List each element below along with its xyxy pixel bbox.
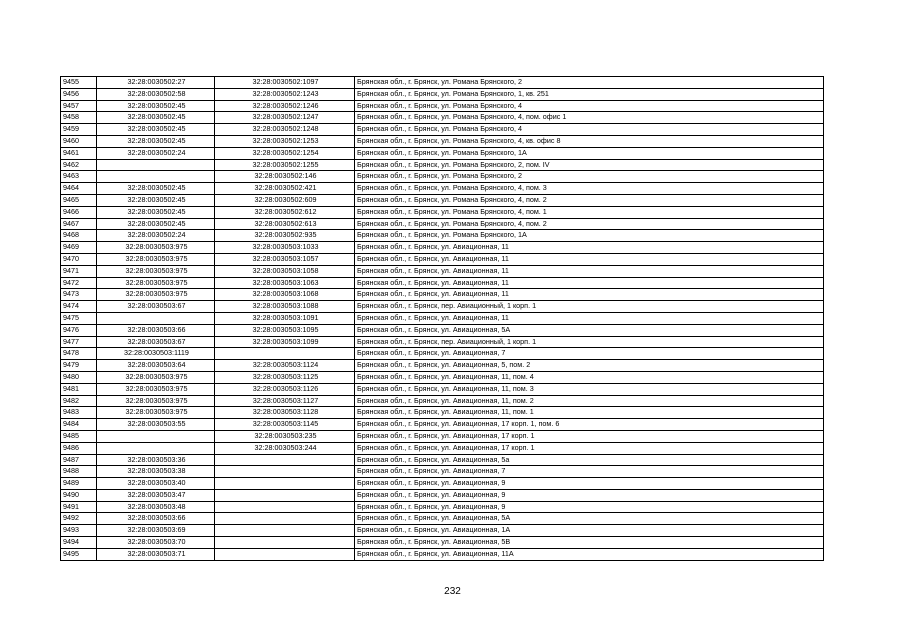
parent-cadastral-number-cell: 32:28:0030503:36 xyxy=(97,454,215,466)
cadastral-number-cell: 32:28:0030502:146 xyxy=(215,171,355,183)
parent-cadastral-number-cell: 32:28:0030502:45 xyxy=(97,112,215,124)
table-row xyxy=(61,360,824,372)
row-number-cell: 9465 xyxy=(61,194,97,206)
address-cell: Брянская обл., г. Брянск, ул. Романа Брянского, 2, пом. IV xyxy=(355,159,824,171)
cadastral-number-cell: 32:28:0030502:1243 xyxy=(215,88,355,100)
address-cell: Брянская обл., г. Брянск, ул. Авиационная, 17 корп. 1, пом. 6 xyxy=(355,419,824,431)
row-number-cell: 9461 xyxy=(61,147,97,159)
parent-cadastral-number-cell: 32:28:0030503:975 xyxy=(97,242,215,254)
parent-cadastral-number-cell: 32:28:0030503:69 xyxy=(97,525,215,537)
cadastral-number-cell: 32:28:0030503:1145 xyxy=(215,419,355,431)
parent-cadastral-number-cell: 32:28:0030503:975 xyxy=(97,407,215,419)
table-row xyxy=(61,147,824,159)
parent-cadastral-number-cell: 32:28:0030503:975 xyxy=(97,277,215,289)
row-number-cell: 9488 xyxy=(61,466,97,478)
parent-cadastral-number-cell: 32:28:0030503:1119 xyxy=(97,348,215,360)
address-cell: Брянская обл., г. Брянск, ул. Авиационная, 5а xyxy=(355,454,824,466)
cadastral-number-cell: 32:28:0030503:1095 xyxy=(215,324,355,336)
registry-table-body xyxy=(61,77,824,561)
parent-cadastral-number-cell xyxy=(97,442,215,454)
cadastral-number-cell xyxy=(215,454,355,466)
table-row xyxy=(61,265,824,277)
address-cell: Брянская обл., г. Брянск, ул. Авиационная, 7 xyxy=(355,348,824,360)
cadastral-number-cell xyxy=(215,466,355,478)
table-row xyxy=(61,478,824,490)
address-cell: Брянская обл., г. Брянск, ул. Авиационная, 9 xyxy=(355,501,824,513)
address-cell: Брянская обл., г. Брянск, ул. Авиационная, 11А xyxy=(355,548,824,560)
address-cell: Брянская обл., г. Брянск, ул. Авиационная, 5А xyxy=(355,513,824,525)
cadastral-number-cell: 32:28:0030503:1063 xyxy=(215,277,355,289)
parent-cadastral-number-cell: 32:28:0030502:45 xyxy=(97,183,215,195)
table-row xyxy=(61,348,824,360)
table-row xyxy=(61,501,824,513)
address-cell: Брянская обл., г. Брянск, ул. Авиационная, 5В xyxy=(355,537,824,549)
address-cell: Брянская обл., г. Брянск, ул. Авиационная, 11 xyxy=(355,312,824,324)
cadastral-number-cell xyxy=(215,478,355,490)
cadastral-number-cell: 32:28:0030502:935 xyxy=(215,230,355,242)
row-number-cell: 9467 xyxy=(61,218,97,230)
property-registry-table xyxy=(60,76,824,561)
cadastral-number-cell: 32:28:0030503:1033 xyxy=(215,242,355,254)
parent-cadastral-number-cell: 32:28:0030503:40 xyxy=(97,478,215,490)
row-number-cell: 9478 xyxy=(61,348,97,360)
cadastral-number-cell: 32:28:0030503:235 xyxy=(215,430,355,442)
parent-cadastral-number-cell: 32:28:0030502:45 xyxy=(97,194,215,206)
table-row xyxy=(61,430,824,442)
parent-cadastral-number-cell: 32:28:0030503:55 xyxy=(97,419,215,431)
table-row xyxy=(61,112,824,124)
row-number-cell: 9480 xyxy=(61,371,97,383)
row-number-cell: 9456 xyxy=(61,88,97,100)
address-cell: Брянская обл., г. Брянск, пер. Авиационный, 1 корп. 1 xyxy=(355,336,824,348)
address-cell: Брянская обл., г. Брянск, ул. Романа Брянского, 4, кв. офис 8 xyxy=(355,135,824,147)
address-cell: Брянская обл., г. Брянск, ул. Авиационная, 11, пом. 1 xyxy=(355,407,824,419)
address-cell: Брянская обл., г. Брянск, ул. Авиационная, 9 xyxy=(355,478,824,490)
cadastral-number-cell: 32:28:0030503:1128 xyxy=(215,407,355,419)
parent-cadastral-number-cell: 32:28:0030503:975 xyxy=(97,289,215,301)
address-cell: Брянская обл., г. Брянск, ул. Авиационная, 9 xyxy=(355,489,824,501)
table-row xyxy=(61,537,824,549)
cadastral-number-cell: 32:28:0030503:1126 xyxy=(215,383,355,395)
address-cell: Брянская обл., г. Брянск, ул. Романа Брянского, 4, пом. 2 xyxy=(355,194,824,206)
cadastral-number-cell xyxy=(215,489,355,501)
address-cell: Брянская обл., г. Брянск, ул. Авиационная, 11 xyxy=(355,242,824,254)
parent-cadastral-number-cell: 32:28:0030503:67 xyxy=(97,301,215,313)
table-row xyxy=(61,135,824,147)
address-cell: Брянская обл., г. Брянск, ул. Романа Брянского, 4, пом. 2 xyxy=(355,218,824,230)
cadastral-number-cell: 32:28:0030502:613 xyxy=(215,218,355,230)
table-row xyxy=(61,100,824,112)
table-row xyxy=(61,395,824,407)
row-number-cell: 9464 xyxy=(61,183,97,195)
parent-cadastral-number-cell: 32:28:0030503:66 xyxy=(97,324,215,336)
parent-cadastral-number-cell xyxy=(97,430,215,442)
cadastral-number-cell: 32:28:0030502:1253 xyxy=(215,135,355,147)
cadastral-number-cell: 32:28:0030503:1058 xyxy=(215,265,355,277)
address-cell: Брянская обл., г. Брянск, ул. Романа Брянского, 4, пом. офис 1 xyxy=(355,112,824,124)
row-number-cell: 9493 xyxy=(61,525,97,537)
cadastral-number-cell xyxy=(215,537,355,549)
row-number-cell: 9484 xyxy=(61,419,97,431)
row-number-cell: 9459 xyxy=(61,124,97,136)
table-row xyxy=(61,454,824,466)
cadastral-number-cell xyxy=(215,501,355,513)
cadastral-number-cell: 32:28:0030502:421 xyxy=(215,183,355,195)
row-number-cell: 9476 xyxy=(61,324,97,336)
row-number-cell: 9473 xyxy=(61,289,97,301)
address-cell: Брянская обл., г. Брянск, ул. Авиационная, 5, пом. 2 xyxy=(355,360,824,372)
address-cell: Брянская обл., г. Брянск, ул. Авиационная, 7 xyxy=(355,466,824,478)
parent-cadastral-number-cell: 32:28:0030503:47 xyxy=(97,489,215,501)
parent-cadastral-number-cell: 32:28:0030503:975 xyxy=(97,383,215,395)
cadastral-number-cell: 32:28:0030502:1247 xyxy=(215,112,355,124)
cadastral-number-cell xyxy=(215,525,355,537)
row-number-cell: 9492 xyxy=(61,513,97,525)
address-cell: Брянская обл., г. Брянск, ул. Авиационная, 11 xyxy=(355,277,824,289)
address-cell: Брянская обл., г. Брянск, ул. Романа Брянского, 4, пом. 1 xyxy=(355,206,824,218)
parent-cadastral-number-cell xyxy=(97,312,215,324)
parent-cadastral-number-cell: 32:28:0030503:975 xyxy=(97,395,215,407)
table-row xyxy=(61,324,824,336)
cadastral-number-cell: 32:28:0030503:1127 xyxy=(215,395,355,407)
table-row xyxy=(61,407,824,419)
cadastral-number-cell: 32:28:0030503:1068 xyxy=(215,289,355,301)
table-row xyxy=(61,88,824,100)
row-number-cell: 9463 xyxy=(61,171,97,183)
table-row xyxy=(61,253,824,265)
row-number-cell: 9491 xyxy=(61,501,97,513)
table-row xyxy=(61,194,824,206)
cadastral-number-cell: 32:28:0030503:1057 xyxy=(215,253,355,265)
parent-cadastral-number-cell: 32:28:0030502:24 xyxy=(97,230,215,242)
table-row xyxy=(61,336,824,348)
page-number: 232 xyxy=(444,586,461,597)
row-number-cell: 9462 xyxy=(61,159,97,171)
row-number-cell: 9495 xyxy=(61,548,97,560)
row-number-cell: 9490 xyxy=(61,489,97,501)
table-row xyxy=(61,525,824,537)
parent-cadastral-number-cell: 32:28:0030503:48 xyxy=(97,501,215,513)
parent-cadastral-number-cell: 32:28:0030502:45 xyxy=(97,206,215,218)
row-number-cell: 9486 xyxy=(61,442,97,454)
row-number-cell: 9482 xyxy=(61,395,97,407)
address-cell: Брянская обл., г. Брянск, ул. Романа Брянского, 4 xyxy=(355,124,824,136)
table-row xyxy=(61,548,824,560)
cadastral-number-cell: 32:28:0030503:1099 xyxy=(215,336,355,348)
parent-cadastral-number-cell: 32:28:0030502:45 xyxy=(97,124,215,136)
address-cell: Брянская обл., г. Брянск, ул. Романа Брянского, 1, кв. 251 xyxy=(355,88,824,100)
table-row xyxy=(61,277,824,289)
address-cell: Брянская обл., г. Брянск, пер. Авиационный, 1 корп. 1 xyxy=(355,301,824,313)
cadastral-number-cell: 32:28:0030502:1255 xyxy=(215,159,355,171)
address-cell: Брянская обл., г. Брянск, ул. Романа Брянского, 4, пом. 3 xyxy=(355,183,824,195)
cadastral-number-cell: 32:28:0030503:1125 xyxy=(215,371,355,383)
parent-cadastral-number-cell: 32:28:0030502:24 xyxy=(97,147,215,159)
cadastral-number-cell xyxy=(215,513,355,525)
row-number-cell: 9494 xyxy=(61,537,97,549)
parent-cadastral-number-cell: 32:28:0030503:975 xyxy=(97,253,215,265)
cadastral-number-cell: 32:28:0030502:612 xyxy=(215,206,355,218)
row-number-cell: 9455 xyxy=(61,77,97,89)
address-cell: Брянская обл., г. Брянск, ул. Авиационная, 1А xyxy=(355,525,824,537)
parent-cadastral-number-cell: 32:28:0030503:71 xyxy=(97,548,215,560)
row-number-cell: 9458 xyxy=(61,112,97,124)
cadastral-number-cell: 32:28:0030502:609 xyxy=(215,194,355,206)
address-cell: Брянская обл., г. Брянск, ул. Романа Брянского, 1А xyxy=(355,147,824,159)
row-number-cell: 9483 xyxy=(61,407,97,419)
table-row xyxy=(61,383,824,395)
table-row xyxy=(61,171,824,183)
table-row xyxy=(61,206,824,218)
table-row xyxy=(61,77,824,89)
address-cell: Брянская обл., г. Брянск, ул. Романа Брянского, 2 xyxy=(355,77,824,89)
table-row xyxy=(61,242,824,254)
parent-cadastral-number-cell: 32:28:0030502:58 xyxy=(97,88,215,100)
cadastral-number-cell: 32:28:0030503:1124 xyxy=(215,360,355,372)
parent-cadastral-number-cell: 32:28:0030503:67 xyxy=(97,336,215,348)
row-number-cell: 9468 xyxy=(61,230,97,242)
cadastral-number-cell: 32:28:0030503:1091 xyxy=(215,312,355,324)
cadastral-number-cell: 32:28:0030502:1254 xyxy=(215,147,355,159)
parent-cadastral-number-cell: 32:28:0030503:66 xyxy=(97,513,215,525)
address-cell: Брянская обл., г. Брянск, ул. Авиационная, 11, пом. 2 xyxy=(355,395,824,407)
address-cell: Брянская обл., г. Брянск, ул. Романа Брянского, 1А xyxy=(355,230,824,242)
row-number-cell: 9477 xyxy=(61,336,97,348)
parent-cadastral-number-cell xyxy=(97,171,215,183)
table-row xyxy=(61,466,824,478)
address-cell: Брянская обл., г. Брянск, ул. Авиационная, 11 xyxy=(355,289,824,301)
row-number-cell: 9472 xyxy=(61,277,97,289)
row-number-cell: 9489 xyxy=(61,478,97,490)
cadastral-number-cell: 32:28:0030502:1097 xyxy=(215,77,355,89)
row-number-cell: 9469 xyxy=(61,242,97,254)
row-number-cell: 9466 xyxy=(61,206,97,218)
table-row xyxy=(61,371,824,383)
row-number-cell: 9485 xyxy=(61,430,97,442)
address-cell: Брянская обл., г. Брянск, ул. Авиационная, 11 xyxy=(355,253,824,265)
parent-cadastral-number-cell: 32:28:0030503:64 xyxy=(97,360,215,372)
row-number-cell: 9481 xyxy=(61,383,97,395)
table-row xyxy=(61,489,824,501)
table-row xyxy=(61,312,824,324)
parent-cadastral-number-cell: 32:28:0030503:975 xyxy=(97,371,215,383)
row-number-cell: 9474 xyxy=(61,301,97,313)
row-number-cell: 9479 xyxy=(61,360,97,372)
row-number-cell: 9470 xyxy=(61,253,97,265)
address-cell: Брянская обл., г. Брянск, ул. Романа Брянского, 4 xyxy=(355,100,824,112)
parent-cadastral-number-cell: 32:28:0030503:70 xyxy=(97,537,215,549)
parent-cadastral-number-cell: 32:28:0030502:45 xyxy=(97,100,215,112)
table-row xyxy=(61,301,824,313)
table-row xyxy=(61,124,824,136)
parent-cadastral-number-cell xyxy=(97,159,215,171)
row-number-cell: 9471 xyxy=(61,265,97,277)
address-cell: Брянская обл., г. Брянск, ул. Авиационная, 11, пом. 3 xyxy=(355,383,824,395)
address-cell: Брянская обл., г. Брянск, ул. Авиационная, 17 корп. 1 xyxy=(355,442,824,454)
table-row xyxy=(61,442,824,454)
cadastral-number-cell: 32:28:0030502:1246 xyxy=(215,100,355,112)
parent-cadastral-number-cell: 32:28:0030502:45 xyxy=(97,135,215,147)
table-row xyxy=(61,218,824,230)
cadastral-number-cell: 32:28:0030503:244 xyxy=(215,442,355,454)
row-number-cell: 9475 xyxy=(61,312,97,324)
cadastral-number-cell: 32:28:0030502:1248 xyxy=(215,124,355,136)
parent-cadastral-number-cell: 32:28:0030502:27 xyxy=(97,77,215,89)
parent-cadastral-number-cell: 32:28:0030503:975 xyxy=(97,265,215,277)
table-row xyxy=(61,159,824,171)
address-cell: Брянская обл., г. Брянск, ул. Авиационная, 11, пом. 4 xyxy=(355,371,824,383)
row-number-cell: 9460 xyxy=(61,135,97,147)
table-row xyxy=(61,230,824,242)
address-cell: Брянская обл., г. Брянск, ул. Авиационная, 11 xyxy=(355,265,824,277)
table-row xyxy=(61,289,824,301)
cadastral-number-cell xyxy=(215,348,355,360)
parent-cadastral-number-cell: 32:28:0030502:45 xyxy=(97,218,215,230)
cadastral-number-cell: 32:28:0030503:1088 xyxy=(215,301,355,313)
parent-cadastral-number-cell: 32:28:0030503:38 xyxy=(97,466,215,478)
cadastral-number-cell xyxy=(215,548,355,560)
table-row xyxy=(61,183,824,195)
table-row xyxy=(61,419,824,431)
address-cell: Брянская обл., г. Брянск, ул. Авиационная, 17 корп. 1 xyxy=(355,430,824,442)
address-cell: Брянская обл., г. Брянск, ул. Авиационная, 5А xyxy=(355,324,824,336)
address-cell: Брянская обл., г. Брянск, ул. Романа Брянского, 2 xyxy=(355,171,824,183)
table-row xyxy=(61,513,824,525)
row-number-cell: 9487 xyxy=(61,454,97,466)
row-number-cell: 9457 xyxy=(61,100,97,112)
